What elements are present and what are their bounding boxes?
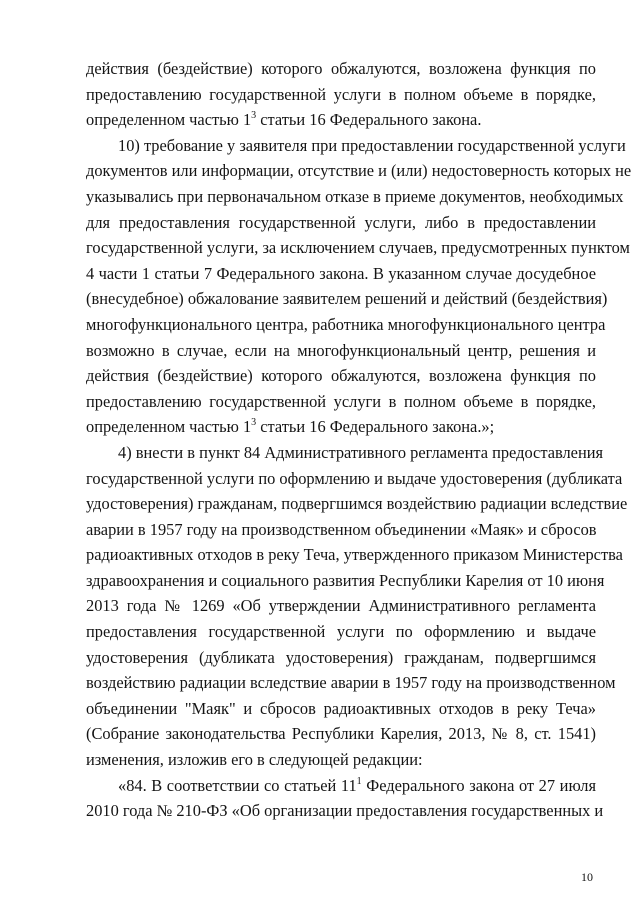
superscript: 1	[356, 775, 362, 787]
superscript: 3	[251, 417, 257, 429]
text-line: объединении "Маяк" и сбросов радиоактивных отходов в реку Теча»	[86, 698, 596, 718]
text-line: удостоверения) гражданам, подвергшимся воздействию радиации вследствие	[86, 494, 628, 514]
text-line: 2010 года № 210-ФЗ «Об организации предоставления государственных и	[86, 801, 604, 821]
text-line: воздействию радиации вследствие аварии в 1957 году на производственном	[86, 673, 616, 693]
text-line: радиоактивных отходов в реку Теча, утвержденного приказом Министерства	[86, 545, 623, 565]
text-line: здравоохранения и социального развития Республики Карелия от 10 июня	[86, 570, 605, 590]
text-line: возможно в случае, если на многофункциональный центр, решения и	[86, 340, 596, 360]
text-line: указывались при первоначальном отказе в приеме документов, необходимых	[86, 186, 624, 206]
text-line: действия (бездействие) которого обжалуются, возложена функция по	[86, 59, 596, 78]
text-line: для предоставления государственной услуги, либо в предоставлении	[86, 212, 596, 232]
text-line: предоставлению государственной услуги в полном объеме в порядке,	[86, 84, 596, 104]
text-line: предоставлению государственной услуги в полном объеме в порядке,	[86, 391, 596, 411]
text-line: предоставления государственной услуги по оформлению и выдаче	[86, 622, 596, 642]
text-line: государственной услуги по оформлению и выдаче удостоверения (дубликата	[86, 468, 623, 488]
text-line: изменения, изложив его в следующей редакции:	[86, 750, 423, 770]
text-line: удостоверения (дубликата удостоверения) гражданам, подвергшимся	[86, 647, 596, 667]
page-number: 10	[581, 870, 593, 884]
text-line: государственной услуги, за исключением случаев, предусмотренных пунктом	[86, 238, 630, 258]
text-line: определенном частью $1^3$ статьи 16 Федерального закона.»;	[86, 417, 495, 437]
text-line: (внесудебное) обжалование заявителем решений и действий (бездействия)	[86, 289, 608, 309]
paragraph-10-start: 10) требование у заявителя при предоставлении государственной услуги	[118, 135, 626, 155]
text-line: 4 части 1 статьи 7 Федерального закона. В указанном случае досудебное	[86, 263, 596, 283]
paragraph-84-start: «84. В соответствии со статьей $11^1$ Федерального закона от 27 июля	[118, 775, 596, 795]
paragraph-4-start: 4) внести в пункт 84 Административного регламента предоставления	[118, 442, 604, 462]
text-line: документов или информации, отсутствие и (или) недостоверность которых не	[86, 161, 632, 181]
text-line: (Собрание законодательства Республики Карелия, 2013, № 8, ст. 1541)	[86, 724, 596, 744]
text-line: действия (бездействие) которого обжалуются, возложена функция по	[86, 366, 596, 386]
body-text	[86, 56, 632, 824]
text-line: аварии в 1957 году на производственном объединении «Маяк» и сбросов	[86, 519, 597, 539]
superscript: 3	[251, 110, 257, 122]
text-line: определенном частью $1^3$ статьи 16 Федерального закона.	[86, 110, 482, 130]
text-line: многофункционального центра, работника многофункционального центра	[86, 314, 606, 334]
text-line: 2013 года № 1269 «Об утверждении Административного регламента	[86, 596, 596, 616]
